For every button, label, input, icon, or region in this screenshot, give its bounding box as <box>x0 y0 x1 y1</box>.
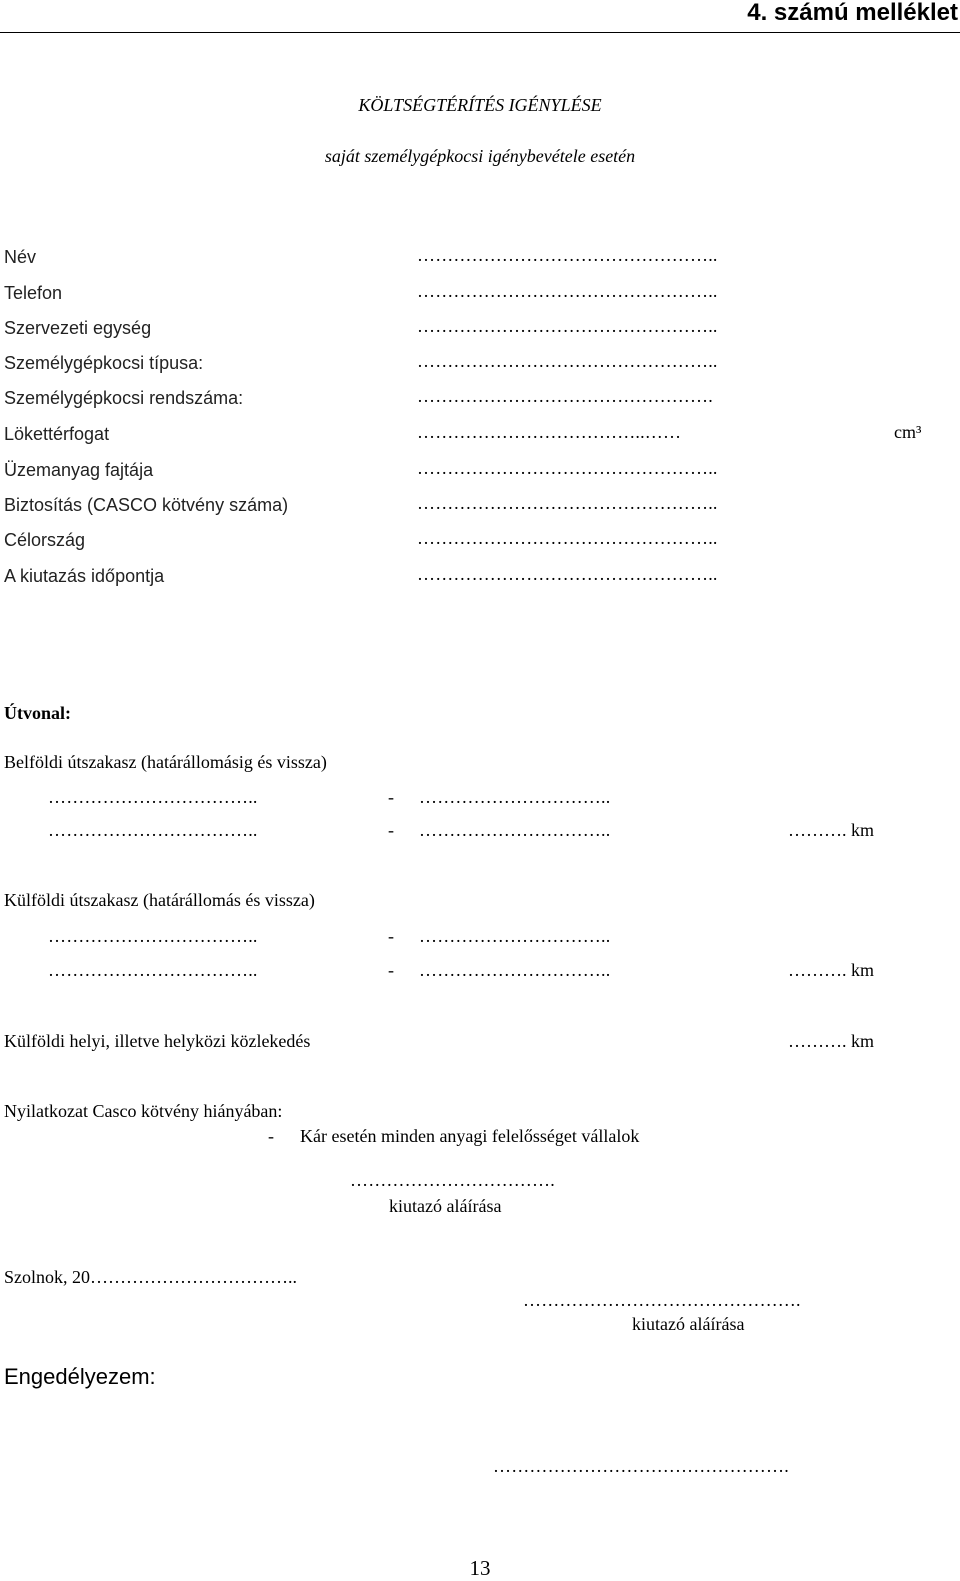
form-title: KÖLTSÉGTÉRÍTÉS IGÉNYLÉSE <box>358 95 602 115</box>
foreign-route-label: Külföldi útszakasz (határállomás és vissza) <box>4 890 315 910</box>
foreign-from-1[interactable]: …………………………….. <box>48 926 258 946</box>
declaration-heading: Nyilatkozat Casco kötvény hiányában: <box>4 1101 283 1121</box>
header-rule <box>0 32 960 33</box>
annex-header: 4. számú melléklet <box>747 0 958 26</box>
foreign-to-2[interactable]: ………………………….. <box>419 960 611 980</box>
domestic-from-2[interactable]: …………………………….. <box>48 820 258 840</box>
domestic-km[interactable]: ………. km <box>788 820 875 840</box>
field-label-unit: Szervezeti egység <box>4 318 152 338</box>
domestic-route-label: Belföldi útszakasz (határállomásig és vissza) <box>4 752 327 772</box>
footer-signature-label: kiutazó aláírása <box>632 1314 745 1334</box>
field-phone-blank[interactable]: ………………………………………….. <box>417 281 718 301</box>
declaration-signature-label: kiutazó aláírása <box>389 1196 502 1216</box>
footer-signature-line[interactable]: ………………………………………. <box>523 1290 801 1310</box>
field-label-plate: Személygépkocsi rendszáma: <box>4 388 244 408</box>
field-plate-blank[interactable]: …………………………………………. <box>417 386 713 406</box>
route-heading: Útvonal: <box>4 703 71 723</box>
domestic-sep-1: - <box>388 787 394 807</box>
field-car-type-blank[interactable]: ………………………………………….. <box>417 351 718 371</box>
field-label-name: Név <box>4 247 37 267</box>
declaration-text: Kár esetén minden anyagi felelősséget vállalok <box>300 1126 640 1146</box>
field-unit-blank[interactable]: ………………………………………….. <box>417 316 718 336</box>
form-subtitle: saját személygépkocsi igénybevétele esetén <box>324 146 636 166</box>
field-displacement-blank[interactable]: ………………………………..…… <box>417 422 682 442</box>
field-name-blank[interactable]: ………………………………………….. <box>417 245 718 265</box>
declaration-bullet: - <box>268 1126 274 1146</box>
field-label-insurance: Biztosítás (CASCO kötvény száma) <box>4 495 289 515</box>
field-label-departure-date: A kiutazás időpontja <box>4 566 165 586</box>
field-label-destination: Célország <box>4 530 86 550</box>
place-date-line[interactable]: Szolnok, 20…………………………….. <box>4 1267 298 1287</box>
declaration-signature-line[interactable]: ……………………………. <box>350 1170 555 1190</box>
domestic-from-1[interactable]: …………………………….. <box>48 787 258 807</box>
domestic-sep-2: - <box>388 820 394 840</box>
field-displacement-unit: cm³ <box>894 422 922 442</box>
foreign-sep-2: - <box>388 960 394 980</box>
local-transport-km[interactable]: ………. km <box>788 1031 875 1051</box>
foreign-sep-1: - <box>388 926 394 946</box>
domestic-to-1[interactable]: ………………………….. <box>419 787 611 807</box>
approval-label: Engedélyezem: <box>4 1364 156 1389</box>
page-number: 13 <box>469 1556 491 1580</box>
field-insurance-blank[interactable]: ………………………………………….. <box>417 493 718 513</box>
field-departure-date-blank[interactable]: ………………………………………….. <box>417 564 718 584</box>
field-label-phone: Telefon <box>4 283 63 303</box>
approval-signature-line[interactable]: …………………………………………. <box>493 1456 789 1476</box>
foreign-from-2[interactable]: …………………………….. <box>48 960 258 980</box>
domestic-to-2[interactable]: ………………………….. <box>419 820 611 840</box>
field-label-displacement: Lökettérfogat <box>4 424 110 444</box>
foreign-km[interactable]: ………. km <box>788 960 875 980</box>
field-label-fuel: Üzemanyag fajtája <box>4 460 154 480</box>
field-destination-blank[interactable]: ………………………………………….. <box>417 528 718 548</box>
local-transport-label: Külföldi helyi, illetve helyközi közlekedés <box>4 1031 311 1051</box>
field-label-car-type: Személygépkocsi típusa: <box>4 353 204 373</box>
field-fuel-blank[interactable]: ………………………………………….. <box>417 458 718 478</box>
foreign-to-1[interactable]: ………………………….. <box>419 926 611 946</box>
